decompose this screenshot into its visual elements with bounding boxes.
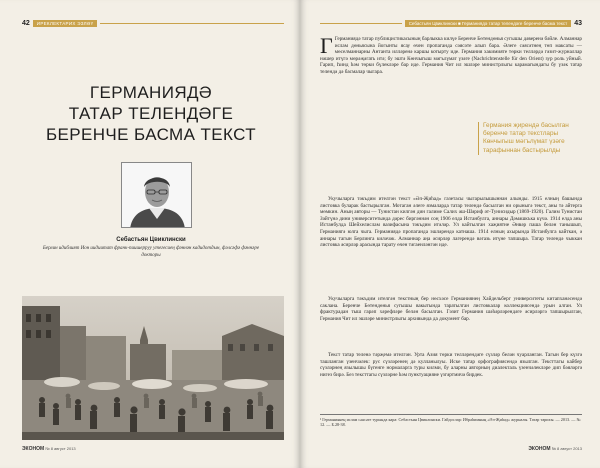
article-intro-column — [320, 36, 582, 122]
article-paragraph: Текст татар теленә тәрҗемә ителгән. Урта Азия төрки телләрендәге сүзләр белән чуарланган. Тагын бер күзгә ташланган үзенчәлек: рус сүзләренең дә кулланылуы. Иске татар орфографиясендә язылган. Тексттагы кайбер сүзләрнең язылышы бүгенге нормаларга туры килми, бу аларны авторның диалекталь үзенчәлекләре дип бәяләргә нигез бирә. Без тексттагы сүзләрне һәм пунктуацияне үзгәртмичә бирдек. — [320, 352, 582, 378]
right-page-header — [320, 18, 582, 28]
article-title — [22, 82, 280, 145]
article-body-column-3 — [320, 352, 582, 410]
left-page-number: 42 — [22, 19, 30, 27]
article-paragraph: Укучыларга тәкъдим ителгән текстның бер нөсхәсе Германиянең Хайдельберг университеты китапханәсендә саклана. Беренче Бөтендөнья сугышы вакытында таратылган листовкалар коллекциясендә урын алган. Ул фрактурадан тыш гарәп хәрефләре белән басылган. Гәзит Германия шәһәрләрендәге әсирләргә тапшырылган, Германия Чит ил эшләре министрлыгы архивында да документ бар. — [320, 296, 582, 322]
article-paragraph: Укучыларга тәкъдим ителгән текст «Әл-Җиһад» газетасы чыгарылышыннан алынды. 1915 елның башында листовка буларак бастырылган. Мотаган әлеге язмаларда татар телендә басылган ни орыныгә текст, аны тә айтерга мөмкин. Аның авторы — Тунистан килгән дин галиме Салих әш-Шәриф әт-Тунисидыр (1869-1920). Галим Тунистан Зәйтүнә дини университетында дәрес биргәннән соң 1906 елда Истанбулга, аннары Дәмәшкъка күчә. 1914 елда аны Истанбулда Шейхелислам вазифасына тәкъдим итәләр. Ул кайтылган хаҗиятне Әнвәр паша белән танышып, Германиягә юлга чыга. Германиядә пропаганда эшләрендә катнаша. 1914 елның ахырында Истанбулга кайткан, ә аннары тагын Берлинга киләчәк. Алманнар аңа әсирләр лагерендә вәгазь итүне тапшыра. Татар телендә чыккан листовка әсирләр арасында тарату өчен тәгаенләнгән иде. — [320, 196, 582, 249]
author-photo — [121, 162, 192, 228]
pull-quote: Германия җирендә басылган беренче татар текстлары Көнчыгыш мәгълүмат үзәге тарафыннан бастырылды — [478, 122, 582, 155]
running-title: Себастьян Цвиклински ■ Германиядә татар телендәге беренче басма текст — [405, 20, 572, 27]
title-line: ТАТАР ТЕЛЕНДӘГЕ — [68, 104, 234, 123]
section-rubric: ИРЕКЛЕКТАРИХ ЭЗЛӘҮ — [33, 20, 98, 27]
left-page-header — [22, 18, 284, 28]
article-body-column — [320, 196, 582, 292]
right-footer-magazine: ЭКОНОМ — [528, 446, 551, 452]
article-paragraph — [320, 36, 582, 76]
author-name: Себастьян Цвиклински — [116, 237, 186, 243]
left-footer-magazine: ЭКОНОМ — [22, 446, 45, 452]
title-line: БЕРЕНЧЕ БАСМА ТЕКСТ — [45, 125, 257, 144]
article-narrow-column — [320, 122, 472, 194]
right-footer-issue: № 8 август 2013 — [551, 446, 582, 451]
header-rule — [320, 23, 402, 24]
drop-cap: Г — [320, 36, 333, 58]
right-page-number: 43 — [574, 19, 582, 27]
header-rule — [100, 23, 284, 24]
left-footer — [22, 446, 76, 452]
market-square-image — [22, 296, 284, 440]
left-footer-issue: № 8 август 2013 — [45, 446, 76, 451]
author-portrait-image — [122, 163, 192, 228]
title-line: ГЕРМАНИЯДӘ — [89, 83, 213, 102]
right-page — [300, 0, 600, 468]
historical-market-photo — [22, 296, 284, 440]
paragraph-text: Германиядә татар публицистикасының барлыкка килүе Беренче Бөтендөнья сугышы дәверенә бәйле. Алманнар ислам дөньясына йогынты ясау өчен пропаганда сәясәте алып бара. Әлеге сәясәтнең төп максаты — мөселманнарны Антанта илләренә каршы котырту иде. Германия хакимияте төрки телләрдә гәзит-журналлар нәшер итүгә мөрәҗәгать итә; бу эштә Көнчыгыш мәгълүмат үзәге (Nachrichtenstelle für den Orient) зур роль уйный. Гарип, Һинд һәм төрки бүлекләре бар иде. Германия Чит ил эшләре министрлыгы карамагындагы бу үзәк татар телендә дә басмалар чыгара. — [320, 36, 582, 75]
footnote: ¹ Германиянең ислам сәясәте турында кара: Себастьян Цвиклински. Гайдослар: Ибраһимның «Әл-Җиһад» журналы. Татар тарихы. — 2013. — № 12. — Б.28-38. — [320, 414, 582, 427]
author-bio: Берлин идиблият Ион иидиитат франк-пиишерруу утегесиең фәннән кадидотдын, фәлсәфә фәннәре докторы — [42, 246, 260, 258]
article-body-column-2 — [320, 296, 582, 348]
right-footer — [528, 446, 582, 452]
